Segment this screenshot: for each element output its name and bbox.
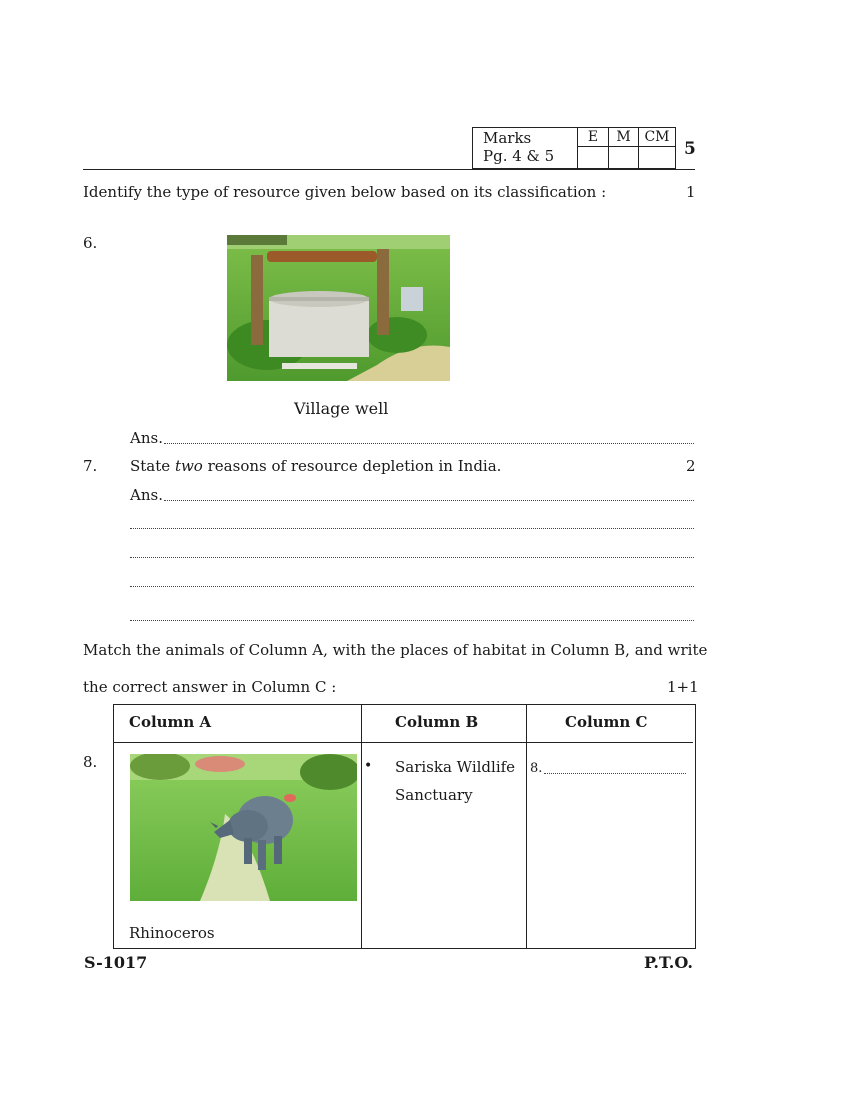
column-b-header: Column B: [395, 713, 479, 731]
marks-col-cm-header: CM: [639, 128, 675, 147]
q7-text-after: reasons of resource depletion in India.: [207, 457, 502, 475]
pto-label: P.T.O.: [644, 953, 693, 972]
instruction-marks: 1: [686, 183, 696, 201]
q7-answer-line-3[interactable]: [130, 557, 694, 558]
marks-col-m: [609, 128, 639, 168]
habitat-line2: Sanctuary: [395, 786, 473, 804]
q8-answer-label: 8.: [530, 761, 543, 776]
match-instruction-line1: Match the animals of Column A, with the places of habitat in Column B, and write: [83, 641, 708, 659]
column-c-header: Column C: [565, 713, 648, 731]
match-instruction-line2: the correct answer in Column C :: [83, 678, 337, 696]
column-a-header: Column A: [129, 713, 212, 731]
instruction-text: Identify the type of resource given below based on its classification :: [83, 183, 607, 201]
q7-number: 7.: [83, 457, 98, 475]
rhinoceros-image: [130, 754, 357, 901]
marks-col-e-header: E: [578, 128, 608, 147]
paper-code: S-1017: [84, 953, 148, 972]
q7-question: [130, 457, 501, 475]
marks-col-m-header: M: [609, 128, 638, 147]
q7-answer-line-2[interactable]: [130, 528, 694, 529]
q8-answer-line[interactable]: [544, 773, 686, 774]
q7-marks: 2: [686, 457, 696, 475]
marks-label-cell: [473, 128, 578, 168]
village-well-image: [227, 235, 450, 381]
header-rule: [83, 169, 695, 170]
page-number: 5: [684, 139, 696, 159]
match-table: [113, 704, 696, 949]
habitat-line1: Sariska Wildlife: [395, 758, 516, 776]
q6-number: 6.: [83, 234, 98, 252]
q7-text-before: State: [130, 457, 171, 475]
marks-col-e: [578, 128, 609, 168]
q7-answer-line-5[interactable]: [130, 620, 694, 621]
village-well-caption: Village well: [294, 399, 389, 418]
q7-answer-line-1[interactable]: [164, 500, 694, 501]
q6-answer-line[interactable]: [164, 443, 694, 444]
match-marks: 1+1: [667, 678, 699, 696]
marks-box: [472, 127, 676, 169]
rhinoceros-label: Rhinoceros: [129, 924, 215, 942]
bullet-icon: •: [364, 758, 373, 774]
marks-label: Marks: [483, 129, 532, 147]
marks-pages: Pg. 4 & 5: [483, 147, 555, 165]
marks-col-cm: [639, 128, 675, 168]
table-header-rule: [114, 742, 693, 743]
q7-text-emph: two: [174, 457, 203, 475]
q7-ans-label: Ans.: [130, 486, 163, 504]
q6-ans-label: Ans.: [130, 429, 163, 447]
q7-answer-line-4[interactable]: [130, 586, 694, 587]
q8-number: 8.: [83, 753, 98, 771]
